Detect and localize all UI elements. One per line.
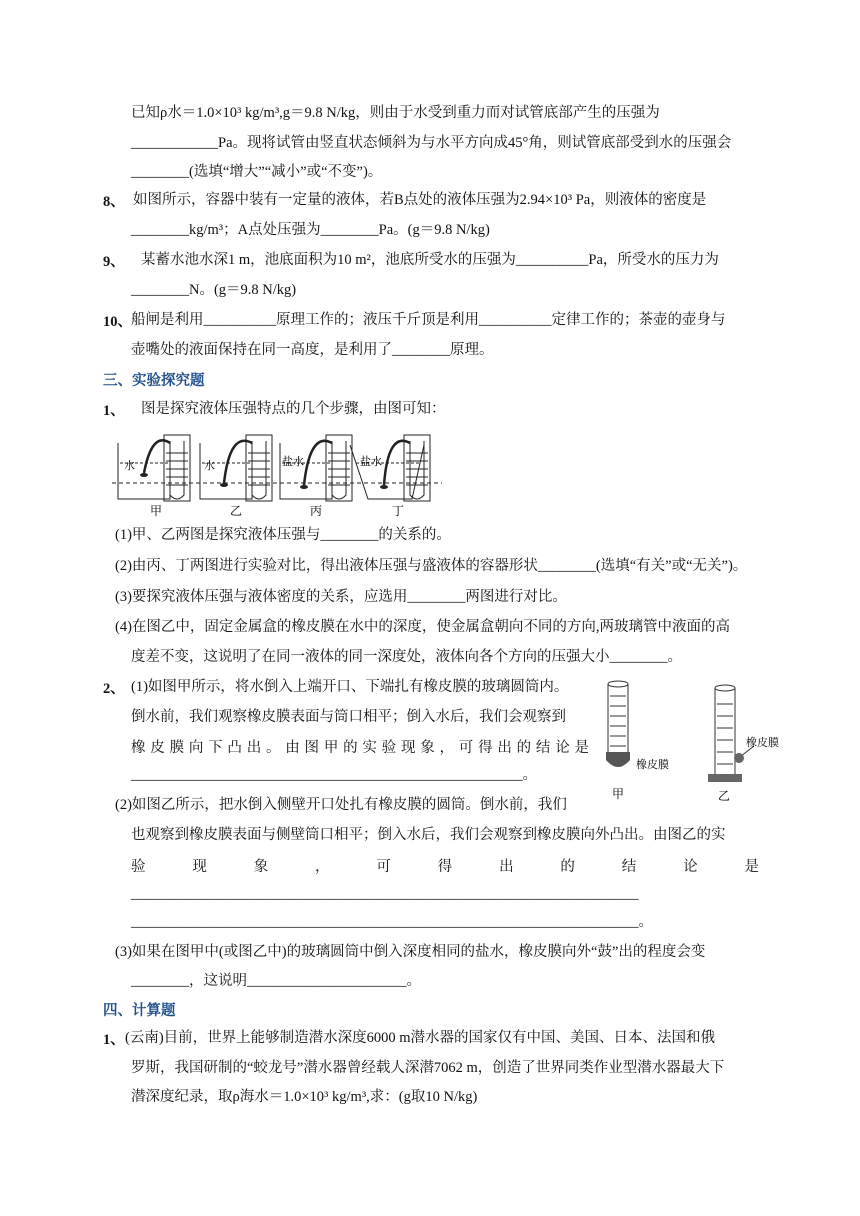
char: 结 xyxy=(621,859,637,875)
question-10-number: 10、 xyxy=(103,314,132,330)
fig1-liquid-b: 水 xyxy=(204,459,215,472)
fig2-label-yi: 乙 xyxy=(718,789,731,803)
char: 的 xyxy=(560,859,575,875)
experiment-2-part2-answer-line2: ______________________________________________________________________。 xyxy=(131,914,653,930)
fig1-liquid-d: 盐水 xyxy=(360,455,382,468)
char: 论 xyxy=(683,859,698,875)
experiment-1-part2: (2)由丙、丁两图进行实验对比，得出液体压强与盛液体的容器形状________(选填“有关”或“无关”)。 xyxy=(115,558,748,574)
char: ， xyxy=(439,740,454,756)
char: 下 xyxy=(208,740,223,756)
experiment-2-part2-line3 xyxy=(131,855,759,876)
section-heading-experiment: 三、实验探究题 xyxy=(103,373,205,389)
experiment-2-part2-line1: (2)如图乙所示，把水倒入侧壁开口处扎有橡皮膜的圆筒。倒水前，我们 xyxy=(115,797,567,813)
figure-rubber-membrane-cylinders xyxy=(598,674,798,804)
membrane-shape-a xyxy=(606,752,630,767)
char: 实 xyxy=(362,740,377,756)
question-8-text-line1: 如图所示，容器中装有一定量的液体，若B点处的液体压强为2.94×10³ Pa，则液体的密度是 xyxy=(133,192,707,208)
experiment-2-part1-line2: 倒水前，我们观察橡皮膜表面与筒口相平；倒入水后，我们会观察到 xyxy=(131,709,566,725)
experiment-2-part1-answer-line: ______________________________________________________。 xyxy=(131,767,537,783)
experiment-1-part1: (1)甲、乙两图是探究液体压强与________的关系的。 xyxy=(115,527,451,543)
experiment-2-part3-line1: (3)如果在图甲中(或图乙中)的玻璃圆筒中倒入深度相同的盐水，橡皮膜向外“鼓”出的程度会变 xyxy=(115,944,706,960)
question-9-text-line2: ________N。(g＝9.8 N/kg) xyxy=(131,282,297,298)
question-9-text-line1: 某蓄水池水深1 m，池底面积为10 m²，池底所受水的压强为__________Pa，所受水的压力为 xyxy=(141,252,719,268)
char: 。 xyxy=(265,740,281,756)
experiment-1-part4-line1: (4)在图乙中，固定金属盒的橡皮膜在水中的深度，使金属盒朝向不同的方向,两玻璃管中液面的高 xyxy=(115,619,731,635)
experiment-2-part2-answer-line1: ______________________________________________________________________ xyxy=(131,886,639,902)
char: 论 xyxy=(555,740,570,756)
fig1-label-ding: 丁 xyxy=(392,504,405,518)
char: 得 xyxy=(437,859,453,875)
question-7-text-line3: ________(选填“增大”“减小”或“不变”)。 xyxy=(131,164,383,180)
char: 甲 xyxy=(323,740,339,756)
experiment-2-part1-line1: (1)如图甲所示，将水倒入上端开口、下端扎有橡皮膜的玻璃圆筒内。 xyxy=(131,679,569,695)
char: 现 xyxy=(192,859,207,875)
question-9-number: 9、 xyxy=(103,254,125,270)
base-shape-b xyxy=(708,774,742,782)
experiment-2-part3-line2: ________，这说明______________________。 xyxy=(131,973,421,989)
char: 橡 xyxy=(131,740,146,756)
experiment-1-number: 1、 xyxy=(103,403,125,419)
calculation-1-line2: 罗斯，我国研制的“蛟龙号”潜水器曾经载人深潜7062 m，创造了世界同类作业型潜水器最大下 xyxy=(131,1060,725,1076)
fig1-liquid-c: 盐水 xyxy=(282,455,304,468)
figure-liquid-pressure-experiments xyxy=(112,423,452,518)
side-membrane-shape-b xyxy=(734,753,744,763)
char: 象 xyxy=(253,859,269,875)
char: 可 xyxy=(458,740,474,756)
char: 的 xyxy=(516,740,532,756)
char: 凸 xyxy=(227,740,242,756)
char: 皮 xyxy=(150,740,165,756)
char: ， xyxy=(315,859,330,875)
calculation-1-number: 1、 xyxy=(103,1032,125,1048)
char: 是 xyxy=(574,740,589,756)
fig2-membrane-label-b: 橡皮膜 xyxy=(746,736,779,749)
question-7-text-line1: 已知ρ水＝1.0×10³ kg/m³,g＝9.8 N/kg，则由于水受到重力而对试管底部产生的压强为 xyxy=(131,105,660,121)
experiment-2-part1-line3 xyxy=(131,736,589,757)
char: 象 xyxy=(420,740,435,756)
experiment-1-part4-line2: 度差不变，这说明了在同一液体的同一深度处，液体向各个方向的压强大小________。 xyxy=(131,649,682,665)
char: 验 xyxy=(381,740,397,756)
char: 由 xyxy=(285,740,300,756)
calculation-1-line3: 潜深度纪录，取ρ海水＝1.0×10³ kg/m³,求：(g取10 N/kg) xyxy=(131,1089,478,1105)
char: 的 xyxy=(343,740,358,756)
question-7-text-line2: ____________Pa。现将试管由竖直状态倾斜为与水平方向成45°角，则试管底部受到水的压强会 xyxy=(131,135,732,151)
calculation-1-line1: (云南)目前，世界上能够制造潜水深度6000 m潜水器的国家仅有中国、美国、日本、法国和俄 xyxy=(125,1030,716,1046)
question-8-text-line2: ________kg/m³；A点处压强为________Pa。(g＝9.8 N/kg) xyxy=(131,222,490,238)
char: 现 xyxy=(400,740,416,756)
question-10-text-line1: 船闸是利用__________原理工作的；液压千斤顶是利用__________定律工作的；茶壶的壶身与 xyxy=(131,312,726,328)
experiment-2-number: 2、 xyxy=(103,681,125,697)
question-8-number: 8、 xyxy=(103,194,125,210)
char: 出 xyxy=(499,859,514,875)
char: 得 xyxy=(478,740,493,756)
experiment-1-intro: 图是探究液体压强特点的几个步骤，由图可知： xyxy=(141,401,446,417)
fig1-liquid-a: 水 xyxy=(124,459,135,472)
char: 结 xyxy=(535,740,551,756)
char: 出 xyxy=(246,740,262,756)
question-10-text-line2: 壶嘴处的液面保持在同一高度，是利用了________原理。 xyxy=(131,342,494,358)
char: 出 xyxy=(497,740,512,756)
experiment-1-part3: (3)要探究液体压强与液体密度的关系，应选用________两图进行对比。 xyxy=(115,589,567,605)
char: 向 xyxy=(188,740,204,756)
fig1-label-bing: 丙 xyxy=(310,504,323,518)
fig2-label-jia: 甲 xyxy=(612,787,625,801)
char: 是 xyxy=(744,859,759,875)
section-heading-calculation: 四、计算题 xyxy=(103,1003,176,1019)
experiment-2-part2-line2: 也观察到橡皮膜表面与侧壁筒口相平；倒入水后，我们会观察到橡皮膜向外凸出。由图乙的实 xyxy=(131,827,726,843)
fig1-label-yi: 乙 xyxy=(230,504,243,518)
char: 可 xyxy=(376,859,391,875)
fig2-membrane-label-a: 橡皮膜 xyxy=(636,758,669,771)
char: 膜 xyxy=(169,740,185,756)
char: 验 xyxy=(131,859,146,875)
fig1-label-jia: 甲 xyxy=(150,504,163,518)
char: 图 xyxy=(304,740,320,756)
